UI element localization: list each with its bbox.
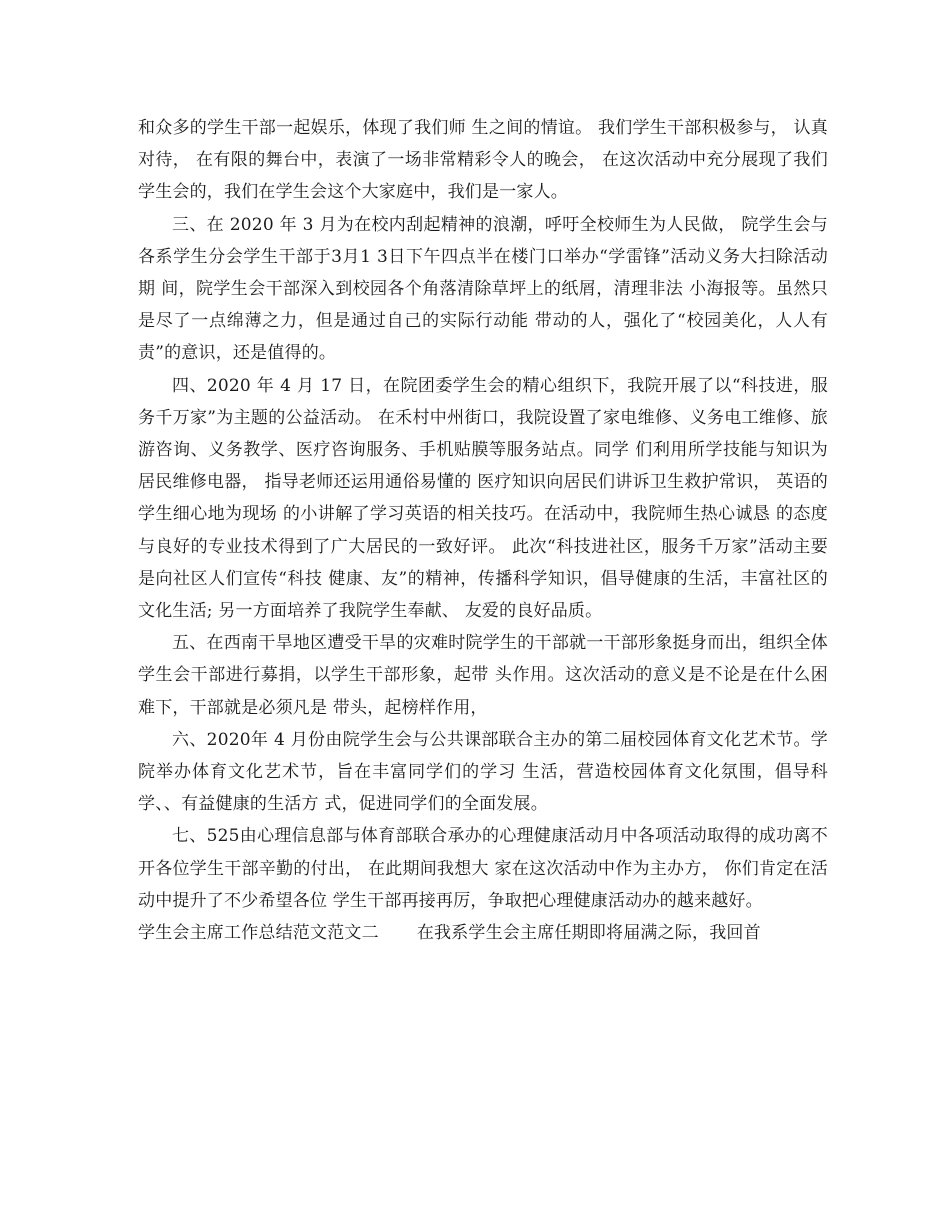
- paragraph-item-six: 六、2020年 4 月份由院学生会与公共课部联合主办的第二届校园体育文化艺术节。学院举办体育文化艺术节，旨在丰富同学们的学习 生活，营造校园体育文化氛围，倡导科学、、有益健康的生活方 式，促进同学们的全面发展。: [138, 729, 828, 815]
- next-article-line: [138, 917, 828, 949]
- document-body: [138, 112, 828, 949]
- next-article-heading: 学生会主席工作总结范文范文二: [138, 923, 379, 944]
- next-article-opening: 在我系学生会主席任期即将届满之际，我回首: [416, 923, 761, 944]
- paragraph-item-seven: 七、525由心理信息部与体育部联合承办的心理健康活动月中各项活动取得的成功离不开各位学生干部辛勤的付出， 在此期间我想大 家在这次活动中作为主办方， 你们肯定在活动中提升了不少希望各位 学生干部再接再厉，争取把心理健康活动办的越来越好。: [138, 826, 828, 911]
- paragraph-entertainment: 和众多的学生干部一起娱乐，体现了我们师 生之间的情谊。 我们学生干部积极参与， 认真对待， 在有限的舞台中，表演了一场非常精彩令人的晚会， 在这次活动中充分展现了我们 学生会的，我们在学生会这个大家庭中，我们是一家人。: [138, 118, 828, 203]
- paragraph-item-three: 三、在 2020 年 3 月为在校内刮起精神的浪潮，呼吁全校师生为人民做， 院学生会与各系学生分会学生干部于3月1 3日下午四点半在楼门口举办“学雷锋”活动义务大扫除活动期 间，院学生会干部深入到校园各个角落清除草坪上的纸屑，清理非法 小海报等。虽然只是尽了一点绵薄之力，但是通过自己的实际行动能 带动的人，强化了“校园美化，人人有责”的意识，还是值得的。: [138, 214, 828, 364]
- paragraph-item-five: 五、在西南干旱地区遭受干旱的灾难时院学生的干部就一干部形象挺身而出，组织全体学生会干部进行募捐，以学生干部形象，起带 头作用。这次活动的意义是不论是在什么困难下，干部就是必须凡是 带头，起榜样作用，: [138, 633, 828, 718]
- paragraph-item-four: 四、2020 年 4 月 17 日，在院团委学生会的精心组织下，我院开展了以“科技进，服务千万家”为主题的公益活动。 在禾村中州街口，我院设置了家电维修、义务电工维修、旅 游咨询、义务教学、医疗咨询服务、手机贴膜等服务站点。同学 们利用所学技能与知识为居民维修电器， 指导老师还运用通俗易懂的 医疗知识向居民们讲诉卫生救护常识， 英语的学生细心地为现场 的小讲解了学习英语的相关技巧。在活动中，我院师生热心诚恳 的态度与良好的专业技术得到了广大居民的一致好评。 此次“科技进社区，服务千万家”活动主要是向社区人们宣传“科技 健康、友”的精神，传播科学知识，倡导健康的生活，丰富社区的文化生活; 另一方面培养了我院学生奉献、 友爱的良好品质。: [138, 375, 828, 622]
